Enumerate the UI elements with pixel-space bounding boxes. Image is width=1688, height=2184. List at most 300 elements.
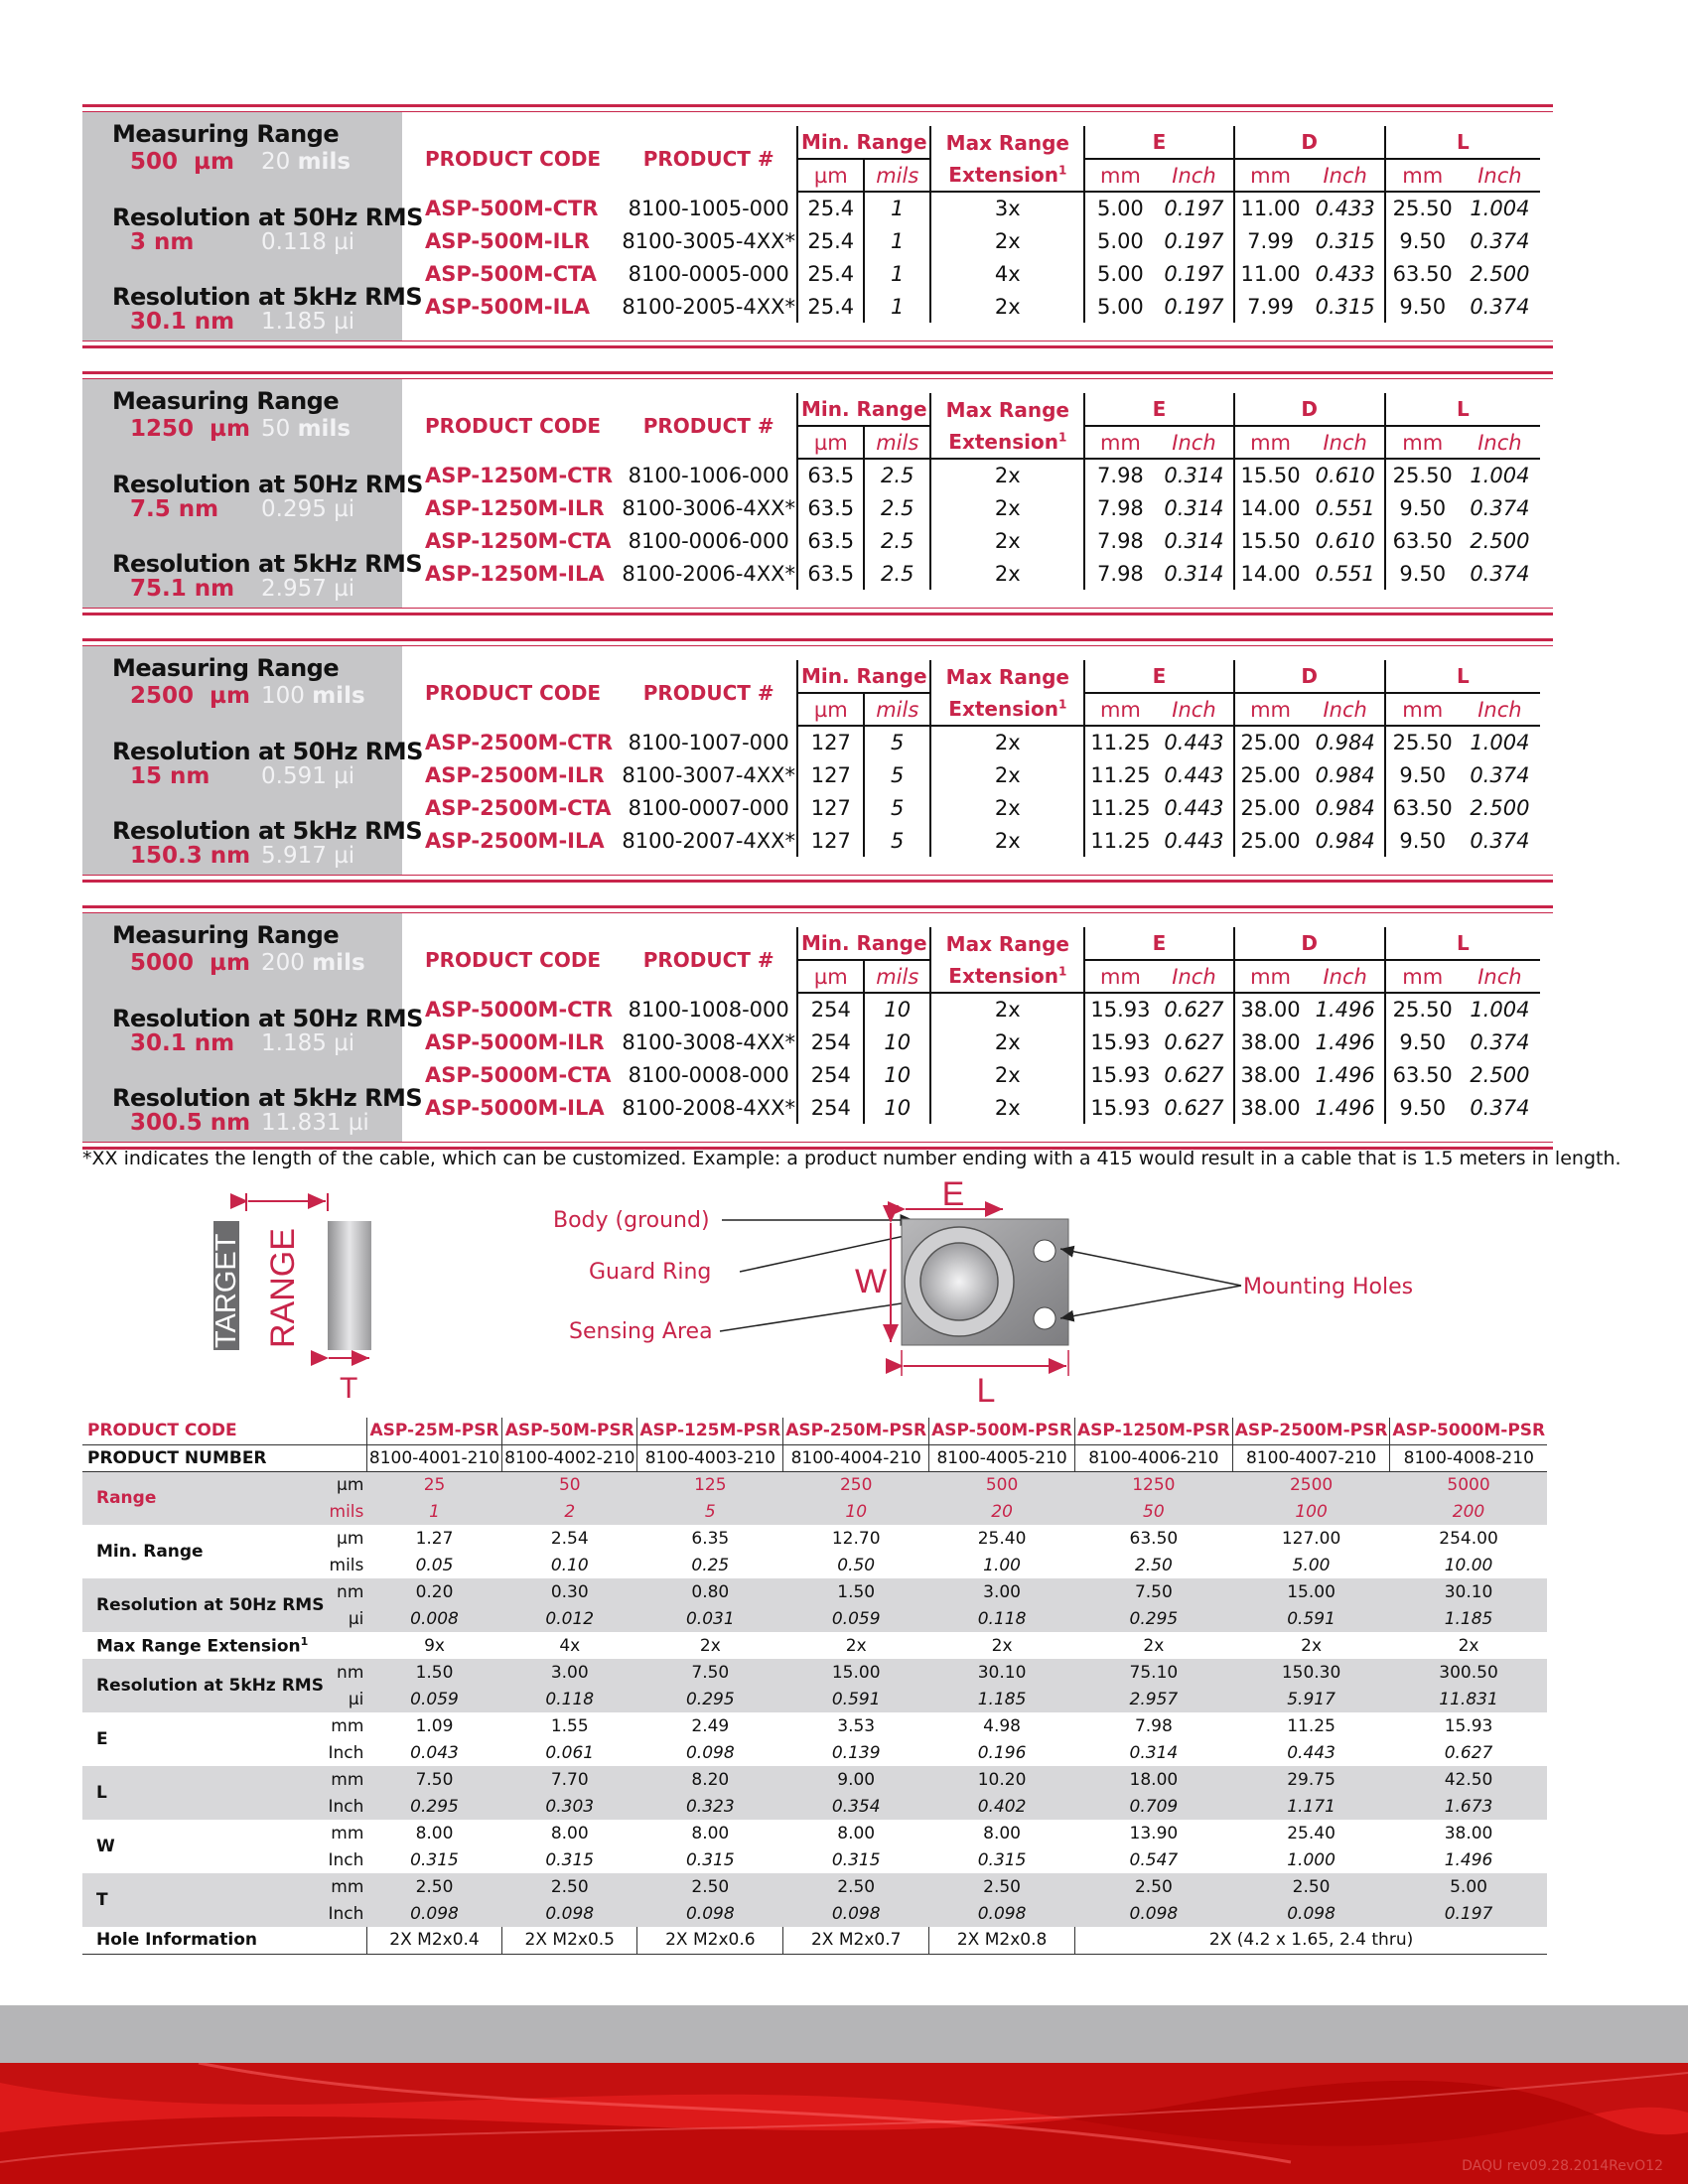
- min-range-mils: 5: [864, 824, 930, 857]
- e-inch: 0.627: [1164, 1062, 1224, 1087]
- product-number: 8100-0006-000: [628, 528, 789, 553]
- header-max-range: Max Range: [930, 660, 1084, 693]
- d-inch: 0.433: [1315, 261, 1375, 286]
- l-label: L: [976, 1372, 996, 1410]
- spec-value: 8.00: [983, 1823, 1021, 1843]
- min-range-mils: 5: [864, 726, 930, 758]
- header-l-mm: mm: [1385, 159, 1460, 192]
- spec-value: 0.315: [977, 1849, 1027, 1870]
- l-mm: 9.50: [1385, 1091, 1460, 1124]
- spec-value: 0.547: [1129, 1849, 1179, 1870]
- spec-value: 1.50: [783, 1578, 929, 1605]
- spec-value: 5000: [1390, 1471, 1547, 1498]
- min-range-mils: 5: [864, 758, 930, 791]
- spec-value: 5: [637, 1498, 783, 1525]
- max-range-ext: 2x: [930, 224, 1084, 257]
- product-code: ASP-5000M-ILR: [425, 1029, 605, 1054]
- spec-value: 2.50: [783, 1873, 929, 1900]
- header-e-inch: Inch: [1155, 960, 1233, 993]
- header-um: µm: [797, 426, 864, 459]
- spec-product-number: 8100-4007-210: [1232, 1444, 1390, 1471]
- table-row: [405, 257, 1540, 290]
- d-mm: 11.00: [1234, 257, 1307, 290]
- spec-value: 2x: [1143, 1635, 1165, 1656]
- product-number: 8100-1008-000: [628, 997, 789, 1022]
- header-d-inch: Inch: [1307, 426, 1385, 459]
- header-l: L: [1385, 660, 1540, 693]
- min-range-mils: 2.5: [864, 491, 930, 524]
- min-range-um: 254: [797, 1091, 864, 1124]
- summary-panel: [82, 913, 423, 1142]
- header-l-inch: Inch: [1460, 426, 1540, 459]
- table-row: [405, 1058, 1540, 1091]
- spec-value: 0.098: [685, 1742, 735, 1763]
- spec-value: 2.50: [637, 1873, 783, 1900]
- product-code: ASP-2500M-CTR: [425, 730, 614, 754]
- spec-value: 3.53: [837, 1715, 876, 1736]
- l-inch: 1.004: [1470, 731, 1530, 754]
- range-um: 2500 µm: [130, 683, 250, 709]
- max-range-ext: 2x: [930, 557, 1084, 590]
- spec-value: 15.00: [783, 1659, 929, 1686]
- spec-value: 2x: [845, 1635, 867, 1656]
- product-code: ASP-1250M-CTA: [425, 528, 612, 553]
- spec-value: 0.10: [550, 1555, 589, 1575]
- spec-unit: mils: [329, 1555, 364, 1575]
- res5k-nm: 300.5 nm: [130, 1110, 251, 1136]
- spec-row-label: E: [96, 1729, 108, 1749]
- product-code: ASP-1250M-CTR: [425, 463, 614, 487]
- e-inch: 0.314: [1164, 528, 1224, 553]
- spec-value: 25.40: [1287, 1823, 1336, 1843]
- product-number: 8100-2005-4XX*: [622, 294, 796, 319]
- max-range-ext: 2x: [930, 726, 1084, 758]
- spec-value: 300.50: [1390, 1659, 1547, 1686]
- min-range-mils: 10: [864, 1025, 930, 1058]
- spec-value: 15.00: [1232, 1578, 1390, 1605]
- l-inch: 0.374: [1470, 762, 1530, 787]
- e-inch: 0.197: [1164, 294, 1224, 319]
- min-range-mils: 10: [864, 993, 930, 1025]
- e-mm: 11.25: [1084, 758, 1155, 791]
- spec-value: 0.315: [410, 1849, 459, 1870]
- spec-value: 1.185: [1390, 1605, 1547, 1632]
- footer-revision: DAQU rev09.28.2014RevO12: [1462, 2158, 1663, 2174]
- spec-value: 0.012: [502, 1605, 637, 1632]
- d-inch: 1.496: [1315, 1029, 1375, 1054]
- header-e-inch: Inch: [1155, 693, 1233, 726]
- d-inch: 0.315: [1315, 228, 1375, 253]
- header-e-mm: mm: [1084, 159, 1155, 192]
- table-row: [405, 1091, 1540, 1124]
- product-code: ASP-500M-CTA: [425, 261, 597, 286]
- min-range-mils: 2.5: [864, 557, 930, 590]
- spec-product-code: ASP-125M-PSR: [637, 1418, 783, 1444]
- res5k-ui: 11.831 µi: [261, 1110, 369, 1136]
- res5k-label: Resolution at 5kHz RMS: [112, 283, 423, 311]
- spec-value: 8.20: [637, 1766, 783, 1793]
- spec-value: 63.50: [1129, 1528, 1179, 1549]
- min-range-mils: 2.5: [864, 524, 930, 557]
- spec-value: 0.303: [502, 1793, 637, 1820]
- spec-value: 1250: [1075, 1471, 1233, 1498]
- header-d-mm: mm: [1234, 426, 1307, 459]
- min-range-um: 254: [797, 1025, 864, 1058]
- e-mm: 15.93: [1084, 1025, 1155, 1058]
- spec-product-number: 8100-4002-210: [502, 1444, 637, 1471]
- product-code: ASP-1250M-ILR: [425, 495, 605, 520]
- e-inch: 0.197: [1164, 197, 1224, 220]
- d-inch: 1.496: [1315, 1062, 1375, 1087]
- e-mm: 7.98: [1084, 459, 1155, 491]
- spec-value: 0.354: [783, 1793, 929, 1820]
- l-inch: 2.500: [1470, 1062, 1530, 1087]
- max-range-ext: 2x: [930, 824, 1084, 857]
- min-range-mils: 2.5: [864, 459, 930, 491]
- product-number: 8100-1006-000: [628, 463, 789, 487]
- header-product-code: PRODUCT CODE: [424, 414, 602, 438]
- max-range-ext: 2x: [930, 993, 1084, 1025]
- spec-value: 11.831: [1390, 1686, 1547, 1712]
- d-mm: 38.00: [1234, 993, 1307, 1025]
- l-mm: 63.50: [1385, 524, 1460, 557]
- spec-value: 0.30: [502, 1578, 637, 1605]
- spec-unit: µm: [337, 1528, 364, 1549]
- res50-nm: 7.5 nm: [130, 496, 219, 522]
- d-mm: 25.00: [1234, 824, 1307, 857]
- spec-hole-merged: 2X (4.2 x 1.65, 2.4 thru): [1075, 1927, 1548, 1954]
- header-min-range: Min. Range: [797, 927, 930, 960]
- spec-value: 7.70: [502, 1766, 637, 1793]
- header-e-mm: mm: [1084, 426, 1155, 459]
- d-inch: 0.984: [1315, 762, 1375, 787]
- spec-value: 1: [366, 1498, 501, 1525]
- spec-product-code: ASP-250M-PSR: [783, 1418, 929, 1444]
- res50-nm: 30.1 nm: [130, 1030, 235, 1056]
- spec-value: 0.043: [410, 1742, 459, 1763]
- l-inch: 0.374: [1470, 1095, 1530, 1120]
- spec-value: 0.098: [1075, 1900, 1233, 1927]
- header-product-number: PRODUCT #: [642, 147, 774, 171]
- spec-value: 2.50: [1232, 1873, 1390, 1900]
- spec-value: 12.70: [831, 1528, 881, 1549]
- spec-value: 10.20: [929, 1766, 1075, 1793]
- product-code: ASP-5000M-CTR: [425, 997, 614, 1022]
- e-inch: 0.443: [1164, 828, 1224, 853]
- w-label: W: [854, 1263, 888, 1300]
- header-extension: Extension$^1$: [930, 960, 1084, 993]
- l-inch: 2.500: [1470, 528, 1530, 553]
- min-range-mils: 10: [864, 1091, 930, 1124]
- spec-value: 30.10: [1390, 1578, 1547, 1605]
- d-inch: 0.610: [1315, 464, 1375, 487]
- spec-value: 0.295: [366, 1793, 501, 1820]
- e-inch: 0.197: [1164, 261, 1224, 286]
- spec-value: 1.55: [550, 1715, 589, 1736]
- mounting-hole-top: [1034, 1240, 1055, 1262]
- l-inch: 1.004: [1470, 998, 1530, 1022]
- spec-product-number: 8100-4003-210: [637, 1444, 783, 1471]
- e-inch: 0.443: [1164, 731, 1224, 754]
- max-range-ext: 2x: [930, 1025, 1084, 1058]
- product-table: [405, 126, 1540, 323]
- min-range-um: 25.4: [797, 257, 864, 290]
- spec-value: 1.171: [1232, 1793, 1390, 1820]
- spec-value: 4.98: [983, 1715, 1021, 1736]
- header-mils: mils: [864, 426, 930, 459]
- e-mm: 7.98: [1084, 524, 1155, 557]
- max-range-ext: 2x: [930, 290, 1084, 323]
- table-row: [405, 290, 1540, 323]
- spec-value: 2500: [1232, 1471, 1390, 1498]
- d-mm: 25.00: [1234, 726, 1307, 758]
- e-mm: 15.93: [1084, 993, 1155, 1025]
- table-row: [405, 993, 1540, 1025]
- spec-product-code: ASP-5000M-PSR: [1390, 1418, 1547, 1444]
- spec-value: 0.098: [366, 1900, 501, 1927]
- table-row: [405, 1025, 1540, 1058]
- spec-value: 125: [637, 1471, 783, 1498]
- spec-unit: nm: [326, 1659, 366, 1686]
- table-row: [405, 224, 1540, 257]
- product-number: 8100-0005-000: [628, 261, 789, 286]
- l-mm: 25.50: [1385, 993, 1460, 1025]
- header-l-inch: Inch: [1460, 960, 1540, 993]
- table-row: [405, 524, 1540, 557]
- product-section: [82, 638, 1553, 883]
- min-range-um: 25.4: [797, 290, 864, 323]
- spec-table: [82, 1418, 1547, 1955]
- min-range-mils: 1: [864, 224, 930, 257]
- spec-row-label: L: [82, 1766, 326, 1820]
- spec-value: 38.00: [1444, 1823, 1493, 1843]
- spec-value: 18.00: [1075, 1766, 1233, 1793]
- spec-product-code: ASP-2500M-PSR: [1232, 1418, 1390, 1444]
- spec-value: 200: [1390, 1498, 1547, 1525]
- range-um: 5000 µm: [130, 950, 250, 976]
- max-range-ext: 2x: [930, 524, 1084, 557]
- sensor-side: [328, 1221, 371, 1350]
- d-inch: 0.610: [1315, 528, 1375, 553]
- d-mm: 15.50: [1234, 524, 1307, 557]
- spec-value: 0.05: [415, 1555, 454, 1575]
- product-code: ASP-500M-CTR: [425, 196, 599, 220]
- header-product-number: PRODUCT #: [642, 414, 774, 438]
- footnote: *XX indicates the length of the cable, which can be customized. Example: a product number ending with a 415 would result in a cable that is 1.5 meters in length.: [82, 1148, 1621, 1169]
- header-max-range: Max Range: [930, 927, 1084, 960]
- spec-value: 0.25: [691, 1555, 730, 1575]
- spec-hole-value: 2X M2x0.6: [637, 1927, 783, 1954]
- d-inch: 0.984: [1315, 795, 1375, 820]
- product-section: [82, 905, 1553, 1150]
- spec-value: 0.031: [637, 1605, 783, 1632]
- spec-value: 2x: [991, 1635, 1013, 1656]
- d-inch: 0.984: [1315, 731, 1375, 754]
- max-range-ext: 3x: [930, 192, 1084, 224]
- spec-unit: mm: [331, 1715, 364, 1736]
- table-row: [405, 758, 1540, 791]
- e-inch: 0.197: [1164, 228, 1224, 253]
- header-product-code: PRODUCT CODE: [424, 147, 602, 171]
- spec-value: 5.00: [1292, 1555, 1331, 1575]
- spec-value: 100: [1232, 1498, 1390, 1525]
- measuring-range-label: Measuring Range: [112, 654, 340, 682]
- spec-value: 9x: [424, 1635, 445, 1656]
- spec-value: 0.591: [1232, 1605, 1390, 1632]
- header-d: D: [1234, 660, 1385, 693]
- spec-row: [82, 1471, 1547, 1498]
- d-inch: 0.551: [1315, 495, 1375, 520]
- spec-row-label: Min. Range: [96, 1542, 204, 1562]
- header-mils: mils: [864, 693, 930, 726]
- spec-value: 75.10: [1075, 1659, 1233, 1686]
- product-code: ASP-1250M-ILA: [425, 561, 605, 586]
- spec-product-number: 8100-4004-210: [783, 1444, 929, 1471]
- d-mm: 7.99: [1234, 224, 1307, 257]
- spec-product-number-label: PRODUCT NUMBER: [82, 1444, 366, 1471]
- mounting-holes-label: Mounting Holes: [1243, 1275, 1414, 1299]
- e-inch: 0.314: [1164, 561, 1224, 586]
- l-mm: 9.50: [1385, 758, 1460, 791]
- table-row: [405, 557, 1540, 590]
- header-max-range: Max Range: [930, 393, 1084, 426]
- product-code: ASP-2500M-ILR: [425, 762, 605, 787]
- product-number: 8100-1007-000: [628, 730, 789, 754]
- l-inch: 2.500: [1470, 261, 1530, 286]
- min-range-um: 254: [797, 1058, 864, 1091]
- header-mils: mils: [864, 960, 930, 993]
- max-range-ext: 4x: [930, 257, 1084, 290]
- e-mm: 7.98: [1084, 557, 1155, 590]
- min-range-um: 127: [797, 824, 864, 857]
- spec-value: 15.93: [1444, 1715, 1493, 1736]
- header-d-inch: Inch: [1307, 693, 1385, 726]
- header-product-code: PRODUCT CODE: [424, 948, 602, 972]
- spec-row-label: Max Range Extension$^1$: [96, 1634, 309, 1657]
- product-number: 8100-2006-4XX*: [622, 561, 796, 586]
- spec-value: 150.30: [1232, 1659, 1390, 1686]
- spec-value: 1.09: [415, 1715, 454, 1736]
- range-mils: 50 mils: [261, 416, 352, 442]
- e-mm: 15.93: [1084, 1091, 1155, 1124]
- min-range-um: 127: [797, 726, 864, 758]
- header-product-number: PRODUCT #: [642, 948, 774, 972]
- d-mm: 25.00: [1234, 758, 1307, 791]
- header-l: L: [1385, 126, 1540, 159]
- spec-unit: mm: [326, 1766, 366, 1793]
- header-d-mm: mm: [1234, 960, 1307, 993]
- min-range-um: 127: [797, 791, 864, 824]
- min-range-um: 63.5: [797, 491, 864, 524]
- d-mm: 38.00: [1234, 1025, 1307, 1058]
- header-um: µm: [797, 960, 864, 993]
- range-mils: 200 mils: [261, 950, 365, 976]
- spec-hole-value: 2X M2x0.4: [366, 1927, 501, 1954]
- t-label: T: [340, 1372, 358, 1405]
- l-mm: 63.50: [1385, 1058, 1460, 1091]
- spec-row-label: W: [96, 1837, 115, 1856]
- d-mm: 15.50: [1234, 459, 1307, 491]
- spec-value: 254.00: [1439, 1528, 1498, 1549]
- spec-value: 1.27: [415, 1528, 454, 1549]
- spec-row-holes: [82, 1927, 1547, 1954]
- res50-nm: 15 nm: [130, 763, 211, 789]
- spec-value: 1.185: [929, 1686, 1075, 1712]
- res5k-ui: 5.917 µi: [261, 843, 355, 869]
- l-mm: 9.50: [1385, 1025, 1460, 1058]
- res50-ui: 0.118 µi: [261, 229, 355, 255]
- header-d: D: [1234, 927, 1385, 960]
- spec-row: [82, 1578, 1547, 1605]
- product-number: 8100-3005-4XX*: [622, 228, 796, 253]
- summary-panel: [82, 112, 423, 341]
- spec-row-label: Resolution at 50Hz RMS: [82, 1578, 326, 1632]
- spec-value: 11.25: [1287, 1715, 1336, 1736]
- l-inch: 0.374: [1470, 228, 1530, 253]
- l-inch: 0.374: [1470, 828, 1530, 853]
- e-mm: 15.93: [1084, 1058, 1155, 1091]
- spec-value: 25.40: [977, 1528, 1027, 1549]
- spec-value: 0.196: [977, 1742, 1027, 1763]
- spec-unit: Inch: [326, 1900, 366, 1927]
- res50-nm: 3 nm: [130, 229, 195, 255]
- spec-unit: µi: [326, 1686, 366, 1712]
- table-row: [405, 459, 1540, 491]
- header-e-inch: Inch: [1155, 426, 1233, 459]
- res50-label: Resolution at 50Hz RMS: [112, 1005, 423, 1032]
- spec-product-code-label: PRODUCT CODE: [82, 1418, 366, 1444]
- spec-unit: µm: [326, 1471, 366, 1498]
- header-extension: Extension$^1$: [930, 159, 1084, 192]
- spec-value: 0.323: [637, 1793, 783, 1820]
- spec-value: 500: [929, 1471, 1075, 1498]
- l-inch: 1.004: [1470, 197, 1530, 220]
- d-inch: 0.551: [1315, 561, 1375, 586]
- header-e: E: [1084, 927, 1233, 960]
- spec-value: 10: [783, 1498, 929, 1525]
- min-range-um: 63.5: [797, 557, 864, 590]
- sensing-area: [920, 1243, 998, 1320]
- spec-product-number: 8100-4006-210: [1075, 1444, 1233, 1471]
- spec-unit: nm: [326, 1578, 366, 1605]
- d-mm: 7.99: [1234, 290, 1307, 323]
- summary-panel: [82, 379, 423, 608]
- product-number: 8100-3007-4XX*: [622, 762, 796, 787]
- spec-value: 2.50: [1134, 1555, 1173, 1575]
- spec-hole-value: 2X M2x0.5: [502, 1927, 637, 1954]
- l-inch: 2.500: [1470, 795, 1530, 820]
- spec-value: 2.49: [691, 1715, 730, 1736]
- spec-row: [82, 1632, 1547, 1659]
- min-range-mils: 1: [864, 290, 930, 323]
- spec-value: 0.061: [545, 1742, 595, 1763]
- d-inch: 0.315: [1315, 294, 1375, 319]
- spec-value: 0.059: [366, 1686, 501, 1712]
- mounting-hole-bottom: [1034, 1307, 1055, 1329]
- spec-product-number: 8100-4008-210: [1390, 1444, 1547, 1471]
- header-e: E: [1084, 660, 1233, 693]
- spec-value: 5.00: [1390, 1873, 1547, 1900]
- min-range-um: 127: [797, 758, 864, 791]
- e-label: E: [941, 1181, 965, 1213]
- product-number: 8100-3008-4XX*: [622, 1029, 796, 1054]
- max-range-ext: 2x: [930, 459, 1084, 491]
- l-mm: 25.50: [1385, 192, 1460, 224]
- table-row: [405, 726, 1540, 758]
- spec-value: 10.00: [1444, 1555, 1493, 1575]
- d-mm: 38.00: [1234, 1058, 1307, 1091]
- e-mm: 5.00: [1084, 257, 1155, 290]
